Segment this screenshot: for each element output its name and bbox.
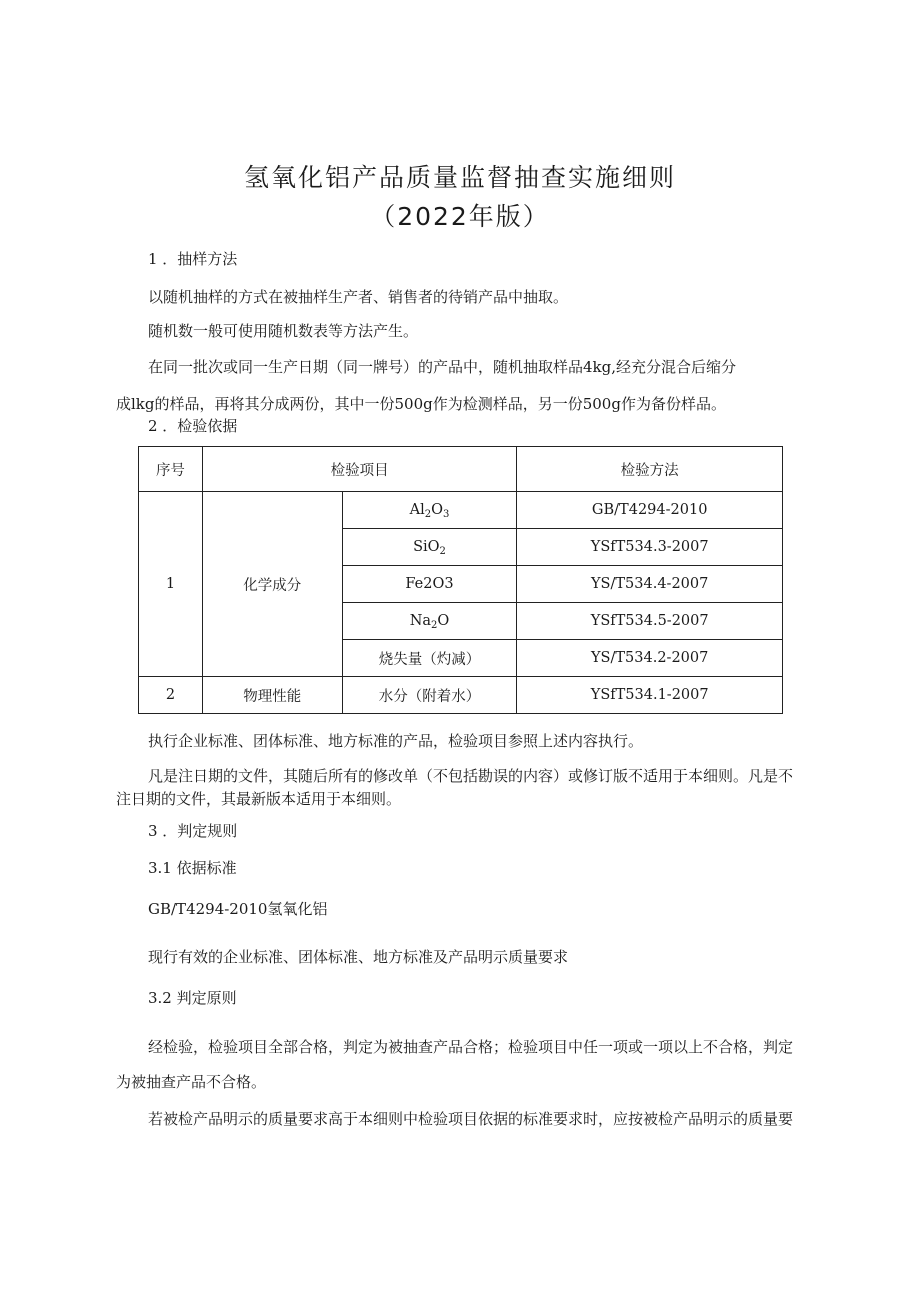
item-sio2: SiO$_2$ bbox=[342, 529, 517, 566]
section-3-2-paragraph-2: 若被检产品明示的质量要求高于本细则中检验项目依据的标准要求时，应按被检产品明示的质量要 bbox=[148, 1110, 794, 1128]
item-loss-on-ignition: 烧失量（灼减） bbox=[342, 640, 517, 677]
section-2-paragraph-2-line-2: 注日期的文件，其最新版本适用于本细则。 bbox=[116, 790, 402, 808]
item-fe2o3: Fe2O3 bbox=[342, 566, 517, 603]
section-3-1-paragraph-2: 现行有效的企业标准、团体标准、地方标准及产品明示质量要求 bbox=[148, 948, 569, 966]
section-3-2-paragraph-1-line-2: 为被抽查产品不合格。 bbox=[116, 1073, 267, 1091]
group-2-category: 物理性能 bbox=[202, 677, 342, 714]
item-na2o: $Na_2O$ bbox=[342, 603, 517, 640]
header-method: 检验方法 bbox=[517, 447, 783, 492]
item-moisture: 水分（附着水） bbox=[342, 677, 517, 714]
table-header-row bbox=[139, 447, 783, 492]
section-1-paragraph-3-line-2: 成lkg的样品，再将其分成两份，其中一份500g作为检测样品，另一份500g作为备份样品。 bbox=[116, 395, 726, 413]
section-3-2-heading: 3.2 判定原则 bbox=[148, 989, 237, 1007]
group-1-no: 1 bbox=[139, 492, 203, 677]
method-cell: YS/T534.4-2007 bbox=[517, 566, 783, 603]
method-cell: YSfT534.3-2007 bbox=[517, 529, 783, 566]
inspection-table bbox=[138, 446, 783, 714]
table-row bbox=[139, 492, 783, 529]
table-row bbox=[139, 677, 783, 714]
method-cell: GB/T4294-2010 bbox=[517, 492, 783, 529]
section-1-paragraph-2: 随机数一般可使用随机数表等方法产生。 bbox=[148, 322, 419, 340]
section-1-heading: 1 ．抽样方法 bbox=[148, 250, 238, 268]
group-1-category: 化学成分 bbox=[202, 492, 342, 677]
section-1-paragraph-3-line-1: 在同一批次或同一生产日期（同一牌号）的产品中，随机抽取样品4kg,经充分混合后缩分 bbox=[148, 358, 737, 376]
section-3-1-heading: 3.1 依据标准 bbox=[148, 859, 237, 877]
method-cell: YSfT534.5-2007 bbox=[517, 603, 783, 640]
section-3-heading: 3 ．判定规则 bbox=[148, 822, 238, 840]
document-title: 氢氧化铝产品质量监督抽查实施细则 bbox=[243, 163, 676, 192]
method-cell: YSfT534.1-2007 bbox=[517, 677, 783, 714]
header-no: 序号 bbox=[139, 447, 203, 492]
document-subtitle: （2022年版） bbox=[370, 202, 550, 231]
section-1-paragraph-1: 以随机抽样的方式在被抽样生产者、销售者的待销产品中抽取。 bbox=[148, 288, 569, 306]
section-2-paragraph-2-line-1: 凡是注日期的文件，其随后所有的修改单（不包括勘误的内容）或修订版不适用于本细则。凡是不 bbox=[148, 767, 794, 785]
group-2-no: 2 bbox=[139, 677, 203, 714]
section-3-1-paragraph-1: GB/T4294-2010氢氧化铝 bbox=[148, 900, 328, 918]
header-item: 检验项目 bbox=[202, 447, 516, 492]
section-3-2-paragraph-1-line-1: 经检验，检验项目全部合格，判定为被抽查产品合格；检验项目中任一项或一项以上不合格，判定 bbox=[148, 1038, 794, 1056]
item-al2o3: $Al_2O_3$ bbox=[342, 492, 517, 529]
section-2-paragraph-1: 执行企业标准、团体标准、地方标准的产品，检验项目参照上述内容执行。 bbox=[148, 732, 644, 750]
section-2-heading: 2 ．检验依据 bbox=[148, 417, 238, 435]
method-cell: YS/T534.2-2007 bbox=[517, 640, 783, 677]
